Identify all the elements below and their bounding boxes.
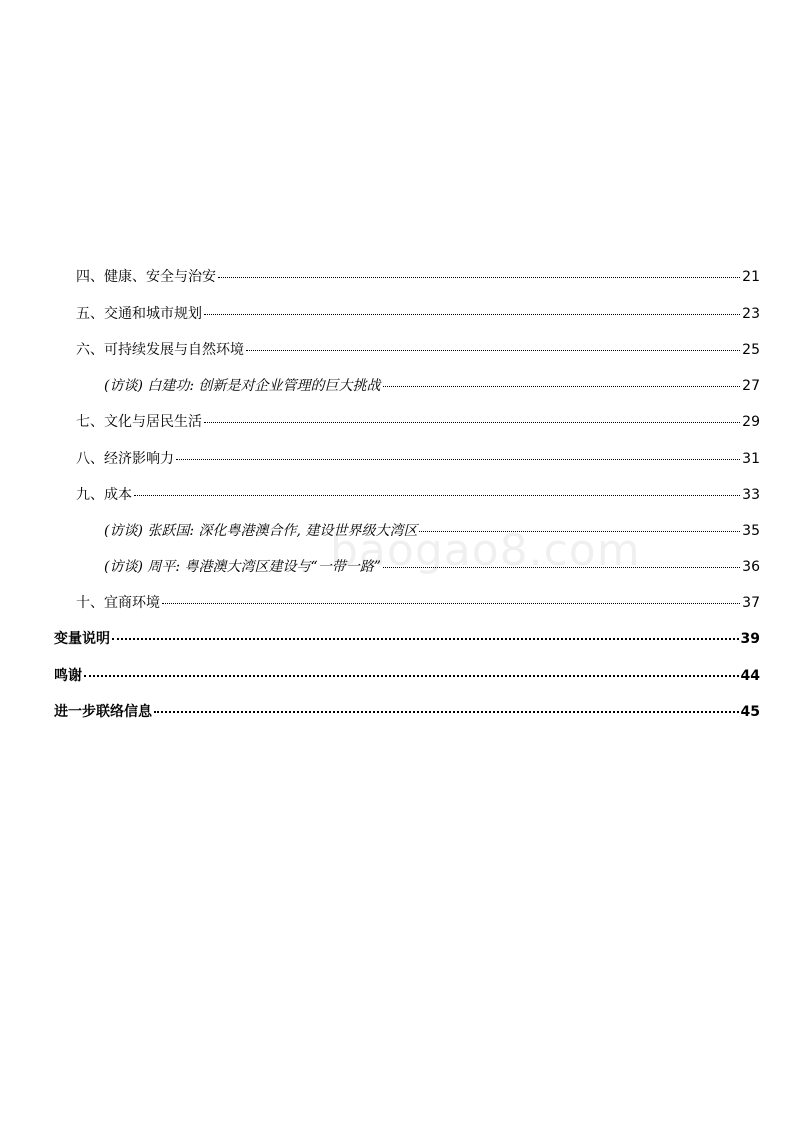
toc-entry-page: 25 xyxy=(742,342,760,358)
dot-leader xyxy=(134,494,740,496)
toc-entry-interview[interactable] xyxy=(104,377,760,395)
toc-entry-page: 31 xyxy=(742,451,760,467)
toc-entry-page: 45 xyxy=(740,704,760,720)
toc-entry[interactable] xyxy=(76,268,760,286)
toc-entry-title: 四、健康、安全与治安 xyxy=(76,269,216,285)
toc-entry[interactable] xyxy=(76,486,760,504)
toc-entry[interactable] xyxy=(76,341,760,359)
toc-entry-title: (访谈) 周平: 粤港澳大湾区建设与“一带一路” xyxy=(104,559,381,575)
toc-entry-section[interactable] xyxy=(54,630,760,648)
toc-entry-title: 六、可持续发展与自然环境 xyxy=(76,342,244,358)
dot-leader xyxy=(204,421,740,423)
toc-entry-title: 进一步联络信息 xyxy=(54,704,152,720)
dot-leader xyxy=(84,674,739,677)
dot-leader xyxy=(162,602,740,604)
toc-entry[interactable] xyxy=(76,305,760,323)
toc-entry-title: (访谈) 张跃国: 深化粤港澳合作, 建设世界级大湾区 xyxy=(104,523,418,539)
toc-entry-interview[interactable] xyxy=(104,558,760,576)
toc-entry-title: 变量说明 xyxy=(54,631,110,647)
dot-leader xyxy=(218,276,740,278)
toc-entry-title: 鸣谢 xyxy=(54,668,82,684)
dot-leader xyxy=(112,637,739,640)
watermark: baogao8.com xyxy=(330,525,641,576)
toc-entry[interactable] xyxy=(76,594,760,612)
dot-leader xyxy=(246,349,740,351)
toc-entry-page: 44 xyxy=(740,668,760,684)
dot-leader xyxy=(154,710,739,713)
toc-entry-page: 29 xyxy=(742,414,760,430)
toc-entry-title: 九、成本 xyxy=(76,487,132,503)
toc-entry-interview[interactable] xyxy=(104,522,760,540)
toc-entry-page: 23 xyxy=(742,306,760,322)
dot-leader xyxy=(383,385,741,387)
toc-entry-title: 八、经济影响力 xyxy=(76,451,174,467)
toc-entry-title: (访谈) 白建功: 创新是对企业管理的巨大挑战 xyxy=(104,378,381,394)
toc-entry-page: 27 xyxy=(742,378,760,394)
toc-entry-title: 十、宜商环境 xyxy=(76,595,160,611)
toc-entry[interactable] xyxy=(76,450,760,468)
toc-entry-page: 33 xyxy=(742,487,760,503)
toc-entry-page: 37 xyxy=(742,595,760,611)
toc-entry-title: 七、文化与居民生活 xyxy=(76,414,202,430)
toc-entry-section[interactable] xyxy=(54,703,760,721)
dot-leader xyxy=(176,458,740,460)
dot-leader xyxy=(383,566,740,568)
toc-entry-title: 五、交通和城市规划 xyxy=(76,306,202,322)
toc-entry-page: 35 xyxy=(742,523,760,539)
dot-leader xyxy=(204,313,740,315)
dot-leader xyxy=(419,530,740,532)
toc-entry-section[interactable] xyxy=(54,667,760,685)
toc-entry-page: 36 xyxy=(742,559,760,575)
toc-entry[interactable] xyxy=(76,413,760,431)
toc-entry-page: 39 xyxy=(740,631,760,647)
toc-entry-page: 21 xyxy=(742,269,760,285)
